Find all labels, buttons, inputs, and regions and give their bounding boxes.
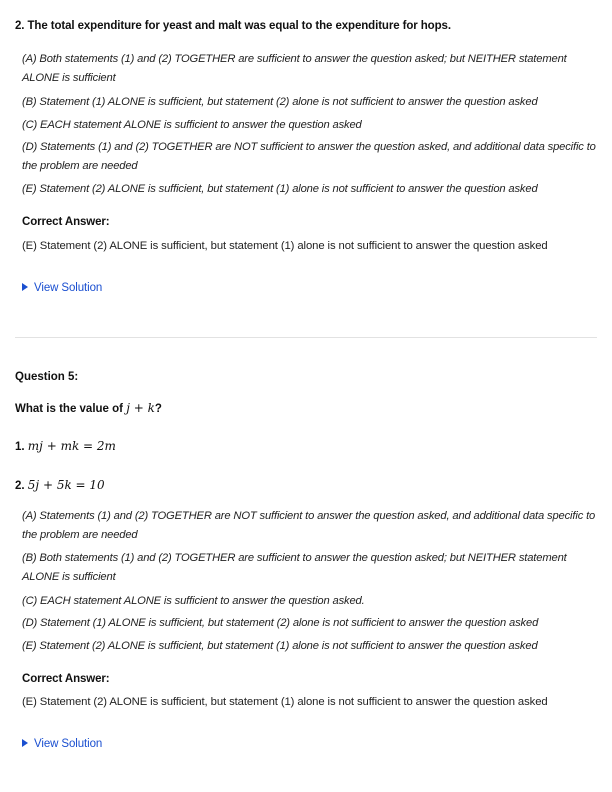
statement-2-number: 2. (15, 480, 25, 492)
q5-view-solution-label: View Solution (34, 738, 103, 750)
statement-1 (15, 439, 116, 453)
statement-1-math: mj + mk = 2m (27, 439, 116, 453)
option-c: (C) EACH statement ALONE is sufficient to answer the question asked (22, 119, 362, 131)
triangle-right-icon (22, 739, 28, 747)
question-suffix: ? (154, 403, 162, 415)
option-d: (D) Statements (1) and (2) TOGETHER are NOT sufficient to answer the question asked, and additional data specific to the problem are needed (22, 141, 596, 172)
view-solution-link[interactable] (22, 282, 102, 294)
correct-answer-label: Correct Answer: (22, 216, 110, 228)
view-solution-label: View Solution (34, 282, 103, 294)
statement-2: 2. The total expenditure for yeast and malt was equal to the expenditure for hops. (15, 20, 451, 32)
q5-option-d: (D) Statement (1) ALONE is sufficient, but statement (2) alone is not sufficient to answer the question asked (22, 617, 539, 629)
q5-option-b: (B) Both statements (1) and (2) TOGETHER are sufficient to answer the question asked; but NEITHER statement ALONE is sufficient (22, 552, 567, 583)
q5-option-a: (A) Statements (1) and (2) TOGETHER are NOT sufficient to answer the question asked, and additional data specific to the problem are needed (22, 510, 596, 541)
question-text (15, 401, 162, 415)
triangle-right-icon (22, 283, 28, 291)
q5-correct-answer-text: (E) Statement (2) ALONE is sufficient, but statement (1) alone is not sufficient to answer the question asked (22, 696, 548, 708)
q5-option-e: (E) Statement (2) ALONE is sufficient, but statement (1) alone is not sufficient to answer the question asked (22, 640, 538, 652)
option-e: (E) Statement (2) ALONE is sufficient, but statement (1) alone is not sufficient to answer the question asked (22, 183, 538, 195)
question-math: j + k (126, 401, 155, 415)
option-b: (B) Statement (1) ALONE is sufficient, but statement (2) alone is not sufficient to answer the question asked (22, 96, 538, 108)
question-title: Question 5: (15, 371, 79, 383)
statement-1-number: 1. (15, 441, 25, 453)
q5-option-c: (C) EACH statement ALONE is sufficient to answer the question asked. (22, 595, 365, 607)
q5-correct-answer-label: Correct Answer: (22, 673, 110, 685)
q5-view-solution-link[interactable] (22, 738, 102, 750)
question-prefix: What is the value of (15, 403, 123, 415)
statement-2-math: 5j + 5k = 10 (27, 478, 105, 492)
divider (15, 337, 597, 338)
statement-2-q5 (15, 478, 105, 492)
option-a: (A) Both statements (1) and (2) TOGETHER are sufficient to answer the question asked; but NEITHER statement ALONE is sufficient (22, 53, 567, 84)
correct-answer-text: (E) Statement (2) ALONE is sufficient, but statement (1) alone is not sufficient to answer the question asked (22, 240, 548, 252)
